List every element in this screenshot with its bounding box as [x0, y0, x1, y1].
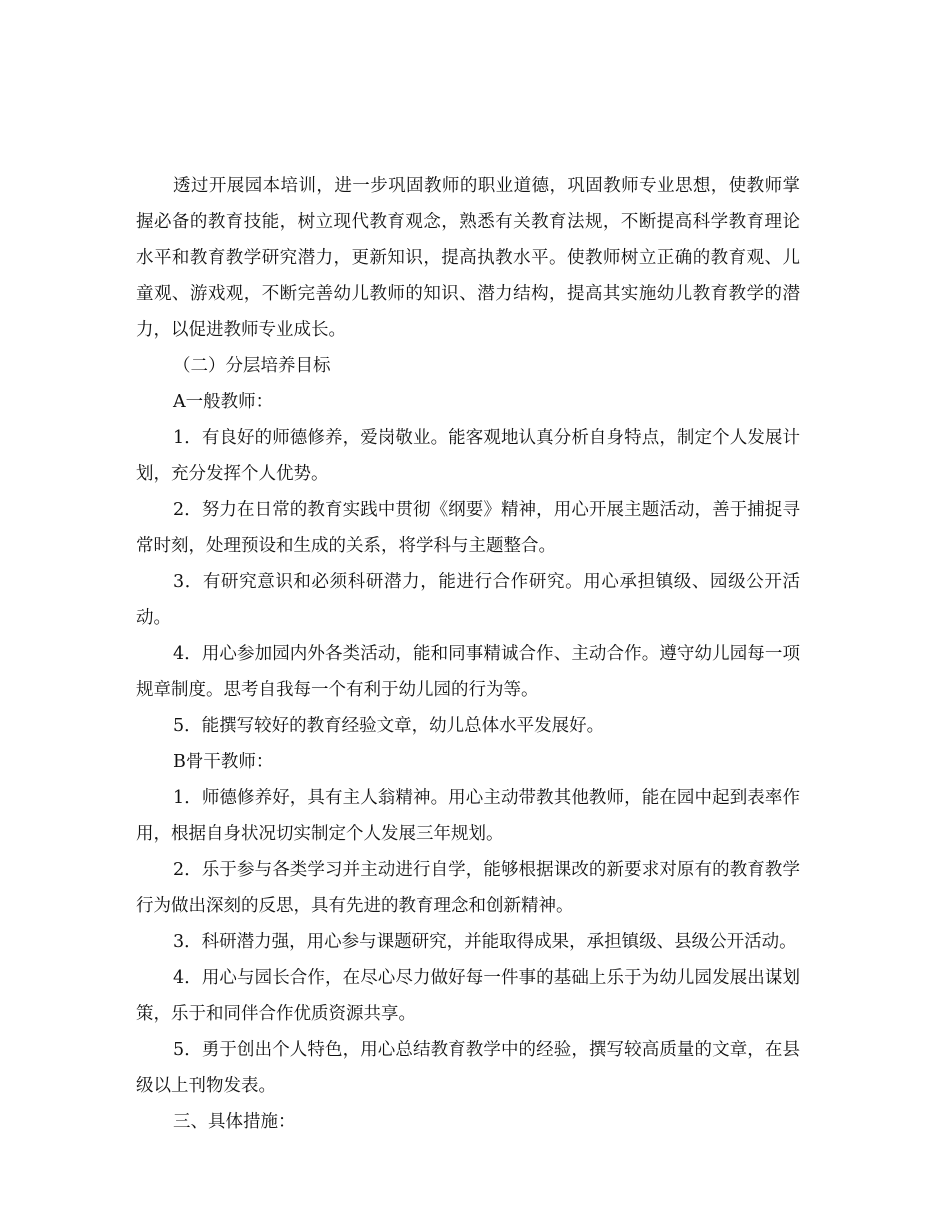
list-item: 4．用心参加园内外各类活动，能和同事精诚合作、主动合作。遵守幼儿园每一项规章制度。思考自我每一个有利于幼儿园的行为等。 [136, 644, 800, 700]
subheading-general-teachers: A一般教师： [173, 392, 274, 412]
section-heading-layered-goals: （二）分层培养目标 [173, 356, 331, 376]
section-heading-measures: 三、具体措施： [173, 1112, 296, 1132]
list-item: 4．用心与园长合作，在尽心尽力做好每一件事的基础上乐于为幼儿园发展出谋划策，乐于和同伴合作优质资源共享。 [136, 968, 800, 1024]
list-item: 1．师德修养好，具有主人翁精神。用心主动带教其他教师，能在园中起到表率作用，根据自身状况切实制定个人发展三年规划。 [136, 788, 800, 844]
list-item: 5．勇于创出个人特色，用心总结教育教学中的经验，撰写较高质量的文章，在县级以上刊物发表。 [136, 1040, 800, 1096]
paragraph-training-goal: 透过开展园本培训，进一步巩固教师的职业道德，巩固教师专业思想，使教师掌握必备的教育技能，树立现代教育观念，熟悉有关教育法规，不断提高科学教育理论水平和教育教学研究潜力，更新知识，提高执教水平。使教师树立正确的教育观、儿童观、游戏观，不断完善幼儿教师的知识、潜力结构，提高其实施幼儿教育教学的潜力，以促进教师专业成长。 [136, 176, 800, 340]
subheading-backbone-teachers: B骨干教师： [173, 752, 274, 772]
document-body [136, 168, 800, 1140]
list-item: 2．乐于参与各类学习并主动进行自学，能够根据课改的新要求对原有的教育教学行为做出深刻的反思，具有先进的教育理念和创新精神。 [136, 860, 800, 916]
list-item: 3．科研潜力强，用心参与课题研究，并能取得成果，承担镇级、县级公开活动。 [173, 932, 797, 952]
list-item: 5．能撰写较好的教育经验文章，幼儿总体水平发展好。 [173, 716, 605, 736]
list-item: 1．有良好的师德修养，爱岗敬业。能客观地认真分析自身特点，制定个人发展计划，充分发挥个人优势。 [136, 428, 800, 484]
list-item: 2．努力在日常的教育实践中贯彻《纲要》精神，用心开展主题活动，善于捕捉寻常时刻，处理预设和生成的关系，将学科与主题整合。 [136, 500, 800, 556]
list-item: 3．有研究意识和必须科研潜力，能进行合作研究。用心承担镇级、园级公开活动。 [136, 572, 800, 628]
